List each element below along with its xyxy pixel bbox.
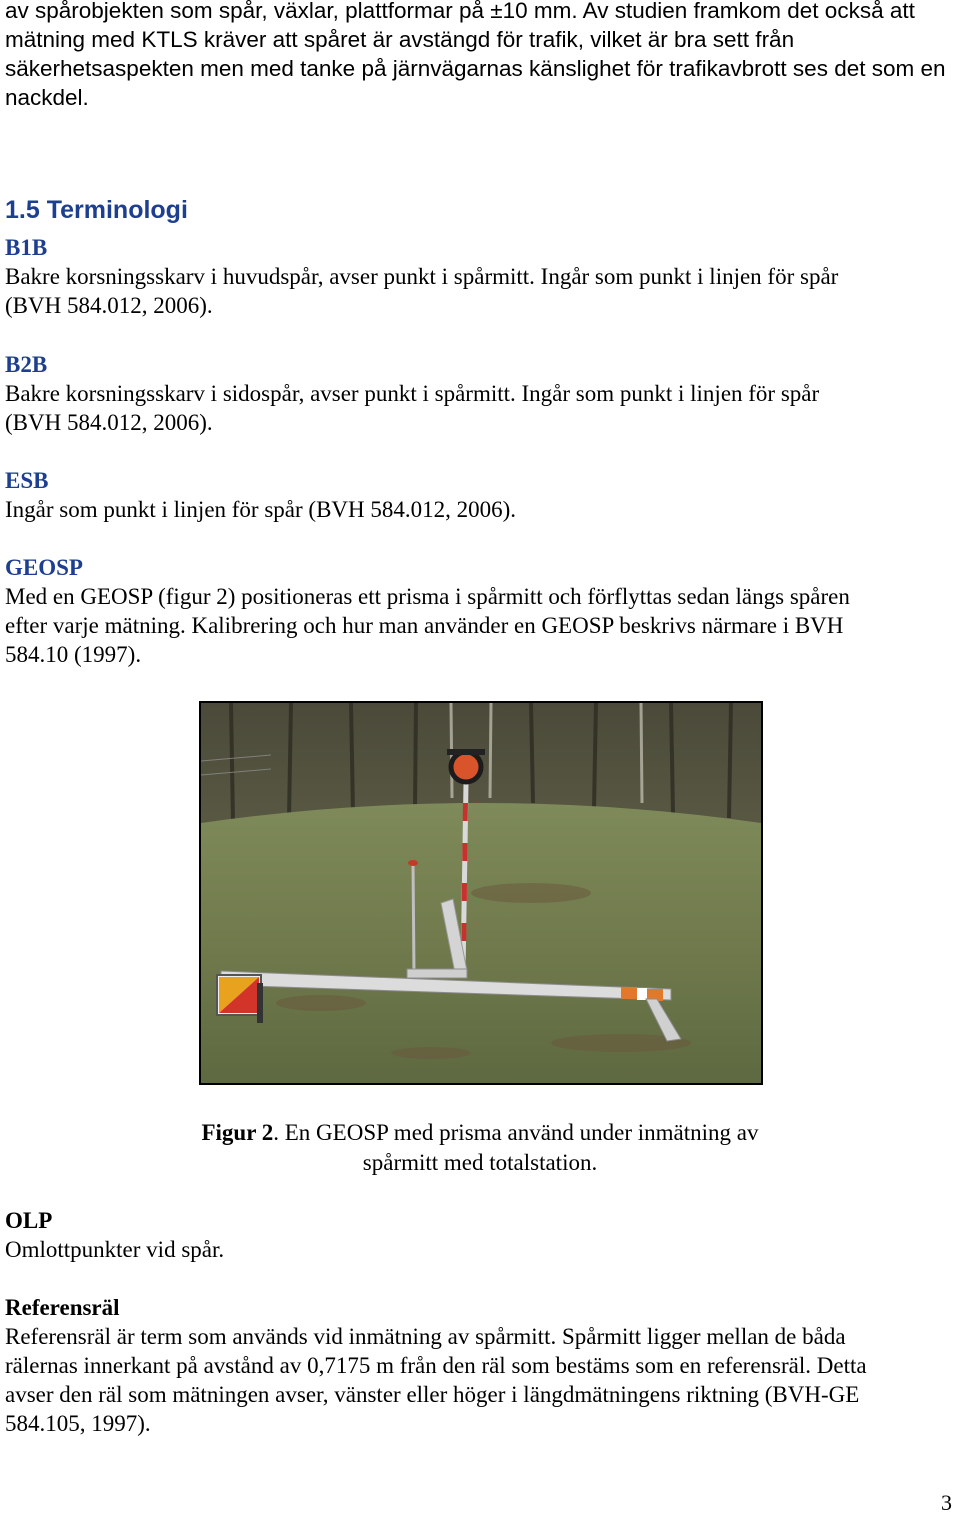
term-referensral: [5, 1293, 955, 1438]
section-heading: 1.5 Terminologi: [5, 196, 188, 225]
term-geosp: [5, 553, 955, 669]
term-olp: [5, 1206, 955, 1264]
page-number: 3: [941, 1490, 952, 1516]
term-text: (BVH 584.012, 2006).: [5, 408, 955, 437]
intro-line: säkerhetsaspekten men med tanke på järnvägarnas känslighet för trafikavbrott ses det som en: [5, 54, 955, 83]
term-title: GEOSP: [5, 553, 955, 582]
term-text: 584.10 (1997).: [5, 640, 955, 669]
figure-label: Figur 2: [201, 1120, 273, 1145]
geosp-photo: [199, 701, 763, 1085]
term-esb: [5, 466, 955, 524]
term-text: Referensräl är term som används vid inmätning av spårmitt. Spårmitt ligger mellan de båda: [5, 1322, 955, 1351]
caption-line-2: spårmitt med totalstation.: [150, 1148, 810, 1178]
intro-line: av spårobjekten som spår, växlar, plattformar på ±10 mm. Av studien framkom det också att: [5, 0, 955, 25]
term-title: OLP: [5, 1206, 955, 1235]
term-text: 584.105, 1997).: [5, 1409, 955, 1438]
term-title: ESB: [5, 466, 955, 495]
term-b1b: [5, 233, 955, 320]
term-text: efter varje mätning. Kalibrering och hur man använder en GEOSP beskrivs närmare i BVH: [5, 611, 955, 640]
term-text: Omlottpunkter vid spår.: [5, 1235, 955, 1264]
caption-text: . En GEOSP med prisma använd under inmätning av: [273, 1120, 758, 1145]
caption-line-1: [150, 1118, 810, 1148]
intro-line: mätning med KTLS kräver att spåret är avstängd för trafik, vilket är bra sett från: [5, 25, 955, 54]
intro-paragraph: [5, 0, 955, 112]
term-text: Bakre korsningsskarv i huvudspår, avser punkt i spårmitt. Ingår som punkt i linjen för spår: [5, 262, 955, 291]
term-text: avser den räl som mätningen avser, vänster eller höger i längdmätningens riktning (BVH-GE: [5, 1380, 955, 1409]
term-text: Bakre korsningsskarv i sidospår, avser punkt i spårmitt. Ingår som punkt i linjen för spår: [5, 379, 955, 408]
term-text: Ingår som punkt i linjen för spår (BVH 584.012, 2006).: [5, 495, 955, 524]
term-text: (BVH 584.012, 2006).: [5, 291, 955, 320]
figure-caption: [150, 1118, 810, 1178]
term-text: rälernas innerkant på avstånd av 0,7175 m från den räl som bestäms som en referensräl. Detta: [5, 1351, 955, 1380]
term-text: Med en GEOSP (figur 2) positioneras ett prisma i spårmitt och förflyttas sedan längs spåren: [5, 582, 955, 611]
term-title: B2B: [5, 350, 955, 379]
term-title: Referensräl: [5, 1293, 955, 1322]
intro-line: nackdel.: [5, 83, 955, 112]
geosp-photo-image: [201, 703, 761, 1083]
term-title: B1B: [5, 233, 955, 262]
term-b2b: [5, 350, 955, 437]
